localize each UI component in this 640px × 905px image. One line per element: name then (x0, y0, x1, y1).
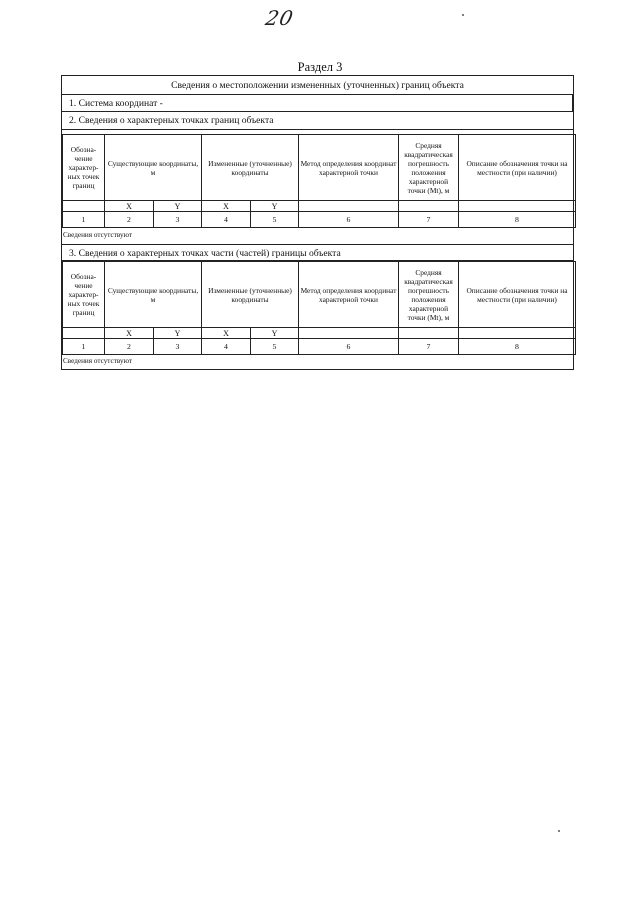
block2-no-data-note: Сведения отсутствуют (63, 231, 133, 239)
axis-y-label: Y (154, 201, 202, 212)
right-margin-column (572, 95, 573, 112)
column-header-designation: Обозна-чение характер-ных точек границ (63, 262, 105, 328)
axis-x-label: X (105, 328, 154, 339)
column-number: 4 (202, 212, 251, 228)
cell-empty (459, 201, 576, 212)
axis-x-label: X (105, 201, 154, 212)
scan-speck (558, 830, 560, 832)
axis-x-label: X (202, 201, 251, 212)
cell-empty (63, 201, 105, 212)
column-number: 7 (399, 212, 459, 228)
cell-empty (399, 328, 459, 339)
column-number: 5 (251, 212, 299, 228)
page-number: 20 (263, 6, 297, 30)
axis-y-label: Y (251, 201, 299, 212)
column-header-existing-coords: Существующие координаты, м (105, 135, 202, 201)
column-number: 2 (105, 339, 154, 355)
column-header-description: Описание обозначения точки на местности (при наличии) (459, 262, 576, 328)
column-header-description: Описание обозначения точки на местности (при наличии) (459, 135, 576, 201)
column-number: 1 (63, 339, 105, 355)
axis-x-label: X (202, 328, 251, 339)
block2-table (62, 134, 576, 228)
cell-empty (299, 201, 399, 212)
block3-table (62, 261, 576, 355)
column-header-designation: Обозна-чение характер-ных точек границ (63, 135, 105, 201)
column-number: 5 (251, 339, 299, 355)
column-header-error: Средняя квадратическая погрешность положения характерной точки (Mt), м (399, 262, 459, 328)
column-number: 2 (105, 212, 154, 228)
block3-no-data-note: Сведения отсутствуют (63, 357, 133, 365)
axis-y-label: Y (154, 328, 202, 339)
column-number: 8 (459, 212, 576, 228)
column-number: 3 (154, 212, 202, 228)
block3-title: 3. Сведения о характерных точках части (частей) границы объекта (62, 244, 573, 261)
column-number: 8 (459, 339, 576, 355)
column-number: 1 (63, 212, 105, 228)
data-form (61, 75, 574, 370)
column-number: 3 (154, 339, 202, 355)
block2-title: 2. Сведения о характерных точках границ объекта (62, 112, 573, 130)
scan-speck (462, 14, 464, 16)
column-header-error: Средняя квадратическая погрешность положения характерной точки (Mt), м (399, 135, 459, 201)
column-header-method: Метод определения координат характерной точки (299, 135, 399, 201)
form-header-title: Сведения о местоположении измененных (уточненных) границ объекта (62, 76, 573, 95)
column-number: 6 (299, 339, 399, 355)
cell-empty (399, 201, 459, 212)
column-number: 7 (399, 339, 459, 355)
column-header-method: Метод определения координат характерной точки (299, 262, 399, 328)
coordinate-system-row: 1. Система координат - (62, 95, 573, 112)
cell-empty (299, 328, 399, 339)
section-title: Раздел 3 (297, 60, 343, 74)
column-header-changed-coords: Измененные (уточненные) координаты (202, 262, 299, 328)
axis-y-label: Y (251, 328, 299, 339)
column-header-changed-coords: Измененные (уточненные) координаты (202, 135, 299, 201)
cell-empty (63, 328, 105, 339)
column-number: 4 (202, 339, 251, 355)
column-header-existing-coords: Существующие координаты, м (105, 262, 202, 328)
cell-empty (459, 328, 576, 339)
column-number: 6 (299, 212, 399, 228)
